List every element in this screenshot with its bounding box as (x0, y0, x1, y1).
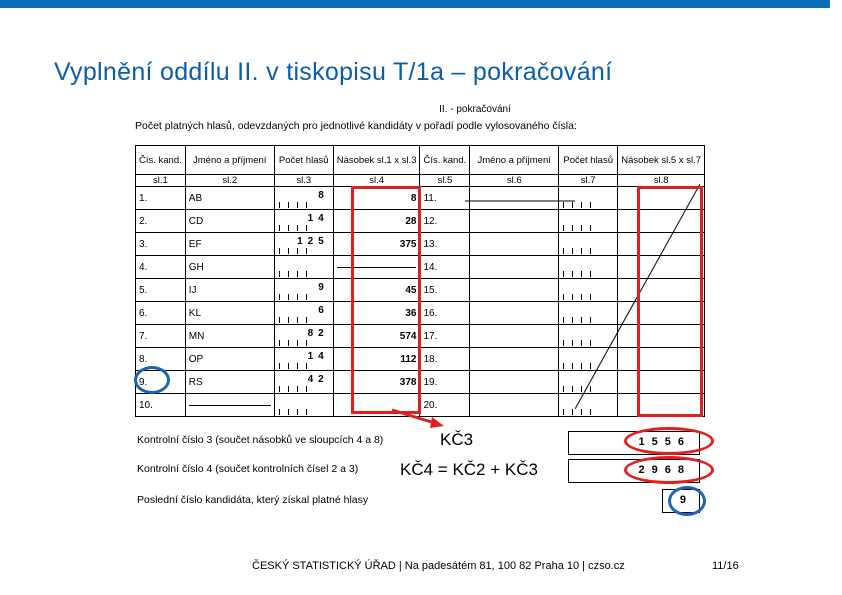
column-label: sl.5 (420, 175, 470, 187)
header-jmeno-2: Jméno a příjmení (470, 146, 559, 175)
candidate-number: 6. (136, 302, 186, 325)
product-cell: 36 (333, 302, 420, 325)
header-cis-kand: Čís. kand. (136, 146, 186, 175)
candidate-name: OP (185, 348, 274, 371)
votes-cell (274, 233, 333, 256)
votes-value: 6 (318, 305, 329, 316)
highlight-last-candidate (134, 366, 170, 394)
candidate-name: MN (185, 325, 274, 348)
candidate-name: RS (185, 371, 274, 394)
product-cell: 112 (333, 348, 420, 371)
tick-marks (279, 197, 315, 208)
column-label: sl.3 (274, 175, 333, 187)
candidate-name-2 (470, 325, 559, 348)
candidate-number-2: 11. (420, 187, 470, 210)
candidate-name-2 (470, 187, 559, 210)
header-nasobek: Násobek sl.1 x sl.3 (333, 146, 420, 175)
kontrolni-cislo-4-label: Kontrolní číslo 4 (součet kontrolních čísel 2 a 3) (137, 463, 359, 475)
votes-value: 14 (307, 351, 329, 362)
kontrolni-cislo-3-label: Kontrolní číslo 3 (součet násobků ve sloupcích 4 a 8) (137, 434, 384, 446)
votes-cell (274, 279, 333, 302)
candidate-number: 10. (136, 394, 186, 417)
votes-value: 9 (318, 282, 329, 293)
candidate-number-2: 19. (420, 371, 470, 394)
votes-value: 14 (307, 213, 329, 224)
highlight-kc4-value (624, 456, 714, 484)
candidate-name-2 (470, 371, 559, 394)
header-pocet: Počet hlasů (274, 146, 333, 175)
votes-cell (274, 371, 333, 394)
highlight-posledni-value (668, 486, 706, 516)
header-cis-kand-2: Čís. kand. (420, 146, 470, 175)
candidate-number-2: 20. (420, 394, 470, 417)
candidate-name: GH (185, 256, 274, 279)
kontrolni-cislo-3-value: 1556 (638, 436, 691, 448)
table-header-row (136, 146, 705, 175)
votes-cell (274, 187, 333, 210)
candidate-name: IJ (185, 279, 274, 302)
highlight-product-column-right (637, 186, 703, 417)
header-nasobek-2: Násobek sl.5 x sl.7 (618, 146, 705, 175)
row1-strike-line (465, 200, 575, 202)
votes-value: 125 (297, 236, 329, 247)
votes-cell (274, 302, 333, 325)
page-number: 11/16 (712, 560, 739, 572)
column-label: sl.2 (185, 175, 274, 187)
votes-cell (274, 256, 333, 279)
product-cell: 45 (333, 279, 420, 302)
candidate-number-2: 18. (420, 348, 470, 371)
votes-value: 8 (318, 190, 329, 201)
candidate-number: 1. (136, 187, 186, 210)
candidate-name-2 (470, 210, 559, 233)
candidate-number-2: 15. (420, 279, 470, 302)
candidate-number: 8. (136, 348, 186, 371)
product-cell: 574 (333, 325, 420, 348)
form-caption: II. - pokračování (439, 104, 511, 115)
product-cell: 378 (333, 371, 420, 394)
top-bar-notch (830, 0, 842, 8)
candidate-number-2: 12. (420, 210, 470, 233)
tick-marks (279, 404, 315, 415)
candidate-name: KL (185, 302, 274, 325)
candidate-name: EF (185, 233, 274, 256)
candidate-name: AB (185, 187, 274, 210)
candidate-number: 4. (136, 256, 186, 279)
product-cell: 375 (333, 233, 420, 256)
column-label: sl.4 (333, 175, 420, 187)
votes-cell (274, 348, 333, 371)
header-jmeno: Jméno a příjmení (185, 146, 274, 175)
product-cell: 8 (333, 187, 420, 210)
form-subtitle: Počet platných hlasů, odevzdaných pro jednotlivé kandidáty v pořadí podle vylosovaného čísla: (135, 120, 577, 132)
column-label: sl.1 (136, 175, 186, 187)
candidate-number: 5. (136, 279, 186, 302)
footer-text: ČESKÝ STATISTICKÝ ÚŘAD | Na padesátém 81, 100 82 Praha 10 | czso.cz (252, 560, 625, 572)
votes-cell (274, 210, 333, 233)
candidate-number-2: 13. (420, 233, 470, 256)
candidate-number-2: 17. (420, 325, 470, 348)
candidate-name-2 (470, 348, 559, 371)
candidate-number-2: 14. (420, 256, 470, 279)
candidate-name (185, 394, 274, 417)
header-pocet-2: Počet hlasů (559, 146, 618, 175)
tick-marks (279, 312, 315, 323)
candidate-number: 2. (136, 210, 186, 233)
empty-dash (189, 405, 271, 406)
tick-marks (279, 289, 315, 300)
candidate-name-2 (470, 279, 559, 302)
posledni-cislo-value: 9 (679, 494, 693, 506)
votes-value: 82 (307, 328, 329, 339)
posledni-cislo-label: Poslední číslo kandidáta, který získal platné hlasy (137, 494, 369, 506)
candidate-number: 7. (136, 325, 186, 348)
slide-title: Vyplnění oddílu II. v tiskopisu T/1a – pokračování (54, 58, 613, 86)
column-label: sl.7 (559, 175, 618, 187)
candidate-name-2 (470, 394, 559, 417)
candidate-name-2 (470, 233, 559, 256)
candidate-number-2: 16. (420, 302, 470, 325)
column-label: sl.8 (618, 175, 705, 187)
votes-value: 42 (307, 374, 329, 385)
votes-cell (274, 325, 333, 348)
candidate-name: CD (185, 210, 274, 233)
highlight-kc3-value (624, 427, 714, 455)
candidate-number: 3. (136, 233, 186, 256)
highlight-product-column-left (351, 186, 421, 414)
kc3-annotation: KČ3 (440, 430, 474, 449)
tick-marks (279, 266, 315, 277)
candidate-number: 9. (136, 371, 186, 394)
votes-cell (274, 394, 333, 417)
candidate-name-2 (470, 256, 559, 279)
kc4-annotation: KČ4 = KČ2 + KČ3 (400, 460, 538, 479)
top-accent-bar (0, 0, 842, 8)
kontrolni-cislo-4-value: 2968 (638, 464, 691, 476)
candidate-name-2 (470, 302, 559, 325)
column-label: sl.6 (470, 175, 559, 187)
product-cell: 28 (333, 210, 420, 233)
